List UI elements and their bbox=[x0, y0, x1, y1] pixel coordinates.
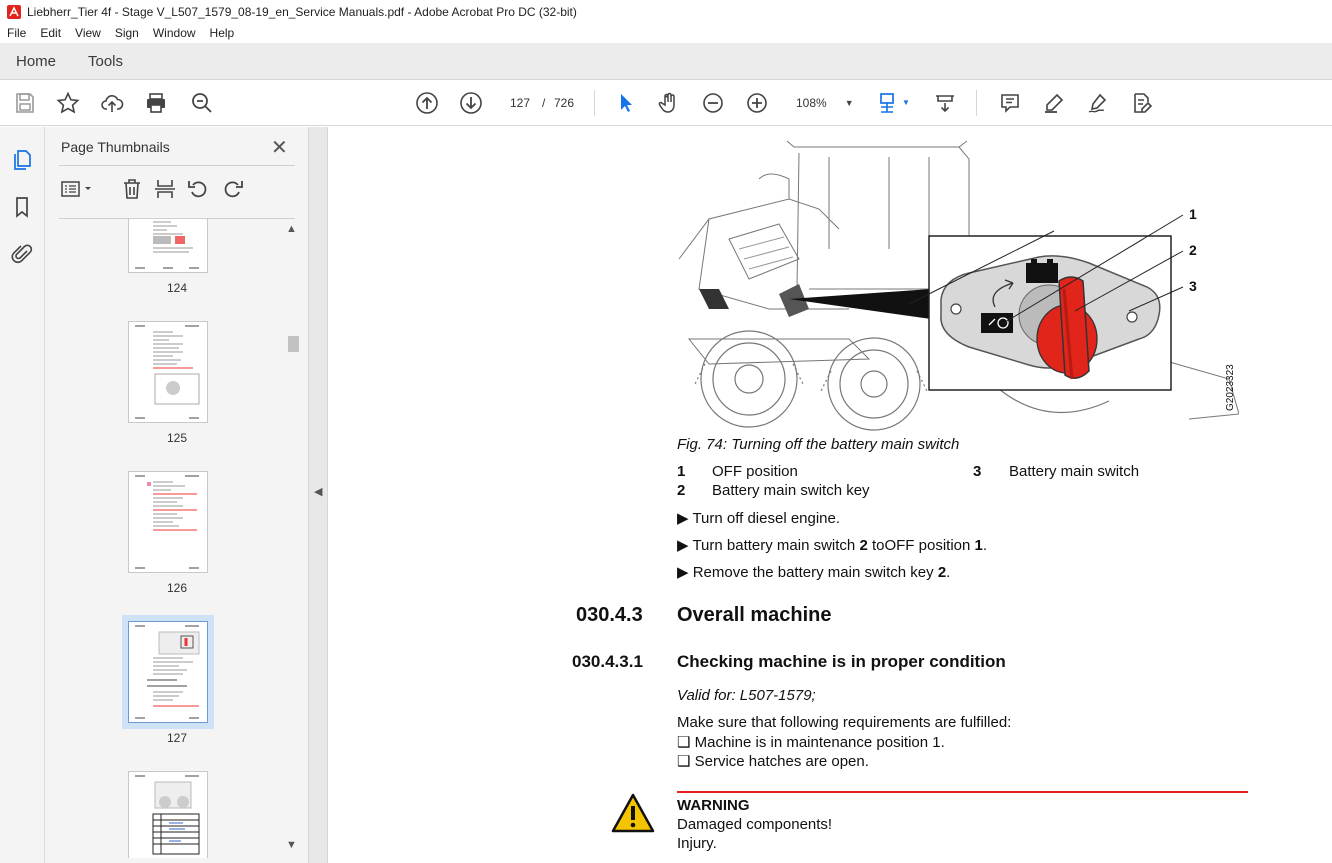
select-cursor-icon[interactable] bbox=[613, 90, 639, 116]
menu-view[interactable]: View bbox=[75, 26, 101, 40]
page-separator: / bbox=[542, 96, 546, 110]
legend-num-1: 1 bbox=[677, 463, 686, 480]
figure-caption: Fig. 74: Turning off the battery main switch bbox=[677, 436, 960, 453]
panel-scrollbar-thumb[interactable] bbox=[288, 336, 299, 352]
scroll-mode-icon[interactable] bbox=[932, 90, 958, 116]
callout-2: 2 bbox=[1189, 242, 1197, 258]
panel-divider bbox=[59, 165, 295, 166]
edit-pdf-icon[interactable] bbox=[1129, 90, 1155, 116]
delete-page-icon[interactable] bbox=[120, 177, 144, 201]
scroll-down-icon[interactable]: ▼ bbox=[286, 839, 297, 851]
scroll-up-icon[interactable]: ▲ bbox=[286, 223, 297, 235]
attachment-icon[interactable] bbox=[10, 242, 34, 266]
callout-1: 1 bbox=[1189, 206, 1197, 222]
thumbnail-page-125[interactable] bbox=[128, 321, 208, 423]
chevron-down-icon: ▼ bbox=[844, 98, 854, 108]
warning-title: WARNING bbox=[677, 797, 750, 814]
thumbnail-list bbox=[59, 218, 295, 858]
page-thumbnails-icon[interactable] bbox=[10, 148, 34, 172]
thumbnail-label: 126 bbox=[166, 581, 188, 595]
checkbox-icon: ❑ bbox=[677, 753, 695, 770]
panel-title: Page Thumbnails bbox=[61, 139, 170, 155]
fit-page-icon[interactable] bbox=[876, 90, 902, 116]
section-title: Overall machine bbox=[677, 604, 832, 626]
tab-bar bbox=[0, 43, 1332, 80]
zoom-select[interactable] bbox=[787, 88, 857, 118]
document-view bbox=[329, 127, 1332, 863]
warning-triangle-icon bbox=[611, 793, 655, 833]
tab-home[interactable]: Home bbox=[16, 53, 57, 70]
warning-line-2: Injury. bbox=[677, 835, 717, 852]
requirements-intro: Make sure that following requirements are fulfilled: bbox=[677, 714, 1012, 731]
triangle-right-icon: ▶ bbox=[677, 537, 693, 554]
requirement-2: ❑ Service hatches are open. bbox=[677, 753, 869, 770]
legend-num-3: 3 bbox=[973, 463, 982, 480]
zoom-out-icon[interactable] bbox=[700, 90, 726, 116]
comment-icon[interactable] bbox=[997, 90, 1023, 116]
triangle-right-icon: ▶ bbox=[677, 564, 693, 581]
zoom-value: 108% bbox=[796, 96, 827, 110]
menu-file[interactable]: File bbox=[7, 26, 27, 40]
step-3: ▶ Remove the battery main switch key 2. bbox=[677, 564, 951, 581]
left-navigation-rail bbox=[0, 127, 45, 863]
star-icon[interactable] bbox=[55, 90, 81, 116]
panel-collapse-handle[interactable] bbox=[308, 127, 328, 863]
fit-dropdown-icon[interactable]: ▼ bbox=[902, 98, 910, 107]
next-page-icon[interactable] bbox=[458, 90, 484, 116]
rotate-right-icon[interactable] bbox=[221, 177, 245, 201]
thumbnail-page-126[interactable] bbox=[128, 471, 208, 573]
page-number-input[interactable]: 127 bbox=[509, 96, 531, 110]
toolbar-divider-2 bbox=[976, 90, 977, 116]
title-bar bbox=[0, 0, 1332, 23]
subsection-title: Checking machine is in proper condition bbox=[677, 652, 1006, 671]
window-title: Liebherr_Tier 4f - Stage V_L507_1579_08-19_en_Service Manuals.pdf - Adobe Acrobat Pro DC (32-bit) bbox=[27, 4, 577, 19]
zoom-in-icon[interactable] bbox=[744, 90, 770, 116]
menu-edit[interactable]: Edit bbox=[40, 26, 62, 40]
menu-help[interactable]: Help bbox=[209, 26, 235, 40]
menu-window[interactable]: Window bbox=[152, 26, 196, 40]
previous-page-icon[interactable] bbox=[414, 90, 440, 116]
menu-sign[interactable]: Sign bbox=[114, 26, 139, 40]
checkbox-icon: ❑ bbox=[677, 734, 695, 751]
callout-3: 3 bbox=[1189, 278, 1197, 294]
bookmark-icon[interactable] bbox=[10, 195, 34, 219]
figure-battery-switch bbox=[669, 139, 1239, 431]
thumbnail-page-127[interactable] bbox=[128, 621, 208, 723]
thumbnail-label: 125 bbox=[166, 431, 188, 445]
warning-rule bbox=[677, 791, 1248, 793]
rotate-left-icon[interactable] bbox=[186, 177, 210, 201]
valid-for: Valid for: L507-1579; bbox=[677, 687, 816, 704]
collapse-left-icon: ◀ bbox=[314, 486, 323, 498]
warning-line-1: Damaged components! bbox=[677, 816, 833, 833]
legend-num-2: 2 bbox=[677, 482, 686, 499]
hand-tool-icon[interactable] bbox=[656, 90, 682, 116]
thumbnail-options-icon[interactable] bbox=[61, 177, 97, 201]
print-icon[interactable] bbox=[143, 90, 169, 116]
thumbnail-label: 124 bbox=[166, 281, 188, 295]
save-icon[interactable] bbox=[12, 90, 38, 116]
step-1: ▶ Turn off diesel engine. bbox=[677, 510, 841, 527]
panel-close-button[interactable]: ✕ bbox=[271, 137, 288, 159]
legend-text-3: Battery main switch bbox=[1009, 463, 1140, 480]
cloud-upload-icon[interactable] bbox=[99, 90, 125, 116]
thumbnail-label: 127 bbox=[166, 731, 188, 745]
triangle-right-icon: ▶ bbox=[677, 510, 693, 527]
page-total: 726 bbox=[554, 96, 575, 110]
extract-page-icon[interactable] bbox=[153, 177, 177, 201]
figure-code: G2023323 bbox=[1225, 364, 1236, 411]
tab-tools[interactable]: Tools bbox=[88, 53, 124, 70]
menu-bar bbox=[0, 23, 1332, 43]
page-thumbnails-panel bbox=[45, 127, 308, 863]
legend-text-2: Battery main switch key bbox=[712, 482, 870, 499]
draw-sign-icon[interactable] bbox=[1085, 90, 1111, 116]
section-number: 030.4.3 bbox=[576, 604, 643, 626]
toolbar-divider bbox=[594, 90, 595, 116]
zoom-search-icon[interactable] bbox=[189, 90, 215, 116]
requirement-1: ❑ Machine is in maintenance position 1. bbox=[677, 734, 945, 751]
thumbnail-page-124[interactable] bbox=[128, 218, 208, 273]
legend-text-1: OFF position bbox=[712, 463, 798, 480]
subsection-number: 030.4.3.1 bbox=[572, 652, 643, 671]
acrobat-logo-icon bbox=[7, 5, 21, 19]
thumbnail-page-128[interactable] bbox=[128, 771, 208, 858]
step-2: ▶ Turn battery main switch 2 toOFF position 1. bbox=[677, 537, 988, 554]
highlight-pen-icon[interactable] bbox=[1041, 90, 1067, 116]
